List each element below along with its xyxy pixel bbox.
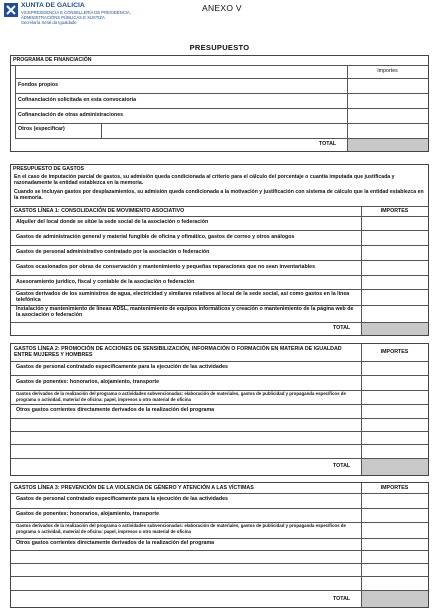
linea1-row: Gastos de administración general y material fungible de oficina y ofimático, gastos de correo y otros análogos [16,234,295,240]
linea2-row: Gastos de ponentes: honorarios, alojamiento, transporte [16,379,160,385]
linea1-row: Alquiler del local donde se sitúe la sede social de la asociación o federación [16,219,209,225]
importes-header: Importes [377,68,398,74]
xunta-logo-icon [4,3,18,17]
page-title: PRESUPUESTO [189,43,250,52]
fin-row-label: Cofinanciación solicitada en esta convocatoria [18,97,137,103]
linea1-total-label: TOTAL [333,325,351,331]
org-line-1: XUNTA DE GALICIA [21,2,85,9]
linea3-importes-header: IMPORTES [380,485,409,491]
linea3-total-cell[interactable] [362,591,428,607]
linea3-row: Gastos de personal contratado específicamente para la ejecución de las actividades [16,496,228,502]
gastos-heading: PRESUPUESTO DE GASTOS [13,166,85,172]
linea1-heading: GASTOS LÍNEA 1: CONSOLIDACIÓN DE MOVIMIENTO ASOCIATIVO [14,208,185,214]
linea2-row: Gastos derivados de la realización del programa o actividades subvencionadas: elaboración de materiales, gastos de publicidad y propaganda específicos de programa o actividad, material de oficina: papel, impresos u otro material de oficina [16,391,346,402]
linea2-table [10,343,429,476]
anexo-label: ANEXO V [202,3,242,13]
linea2-total-label: TOTAL [333,463,351,469]
fin-row-label: Otros (especificar) [18,126,65,132]
financiacion-heading: PROGRAMA DE FINANCIACIÓN [13,57,92,63]
linea3-table [10,482,429,608]
linea2-total-cell[interactable] [362,459,428,475]
fin-row-label: Fondos propios [18,82,59,88]
linea3-row: Otros gastos corrientes directamente derivados de la realización del programa [16,540,215,546]
org-name [21,2,131,25]
linea2-row: Otros gastos corrientes directamente derivados de la realización del programa [16,407,215,413]
fin-row-label: Cofinanciación de otras administraciones [18,112,124,118]
linea1-importes-header: IMPORTES [380,208,409,214]
linea1-row: Gastos derivados de los suministros de agua, electricidad y similares relativos al local de la sede social, así como gastos en la línea telefónica [16,291,350,304]
financiacion-table [10,55,429,152]
gastos-intro-1: En el caso de imputación parcial de gastos, su admisión queda condicionada al criterio para el cálculo del porcentaje o cuantía imputada que justificada y razonadamente la entidad establezca en la memoria. [14,174,395,187]
linea2-row: Gastos de personal contratado específicamente para la ejecución de las actividades [16,364,228,370]
linea2-heading: GASTOS LÍNEA 2: PROMOCIÓN DE ACCIONES DE SENSIBILIZACIÓN, INFORMACIÓN O FORMACIÓN EN MATERIA DE IGUALDAD ENTRE MUJERES Y HOMBRES [14,346,342,359]
linea1-row: Instalación y mantenimiento de líneas ADSL, mantenimiento de equipos informáticos y creación o mantenimiento de la página web de la asociación o federación [16,306,354,319]
gastos-intro-2: Cuando se incluyan gastos por desplazamientos, su admisión queda condicionada a la motivación y justificación con sistema de cálculo que la entidad establezca en la memoria. [14,189,424,202]
fin-total-label: TOTAL [319,141,337,147]
linea1-total-cell[interactable] [362,323,428,335]
linea1-row: Gastos de personal administrativo contratado por la asociación o federación [16,249,210,255]
linea1-row: Asesoramiento jurídico, fiscal y contable de la asociación o federación [16,279,195,285]
gastos-table [10,164,429,336]
linea3-heading: GASTOS LÍNEA 3: PREVENCIÓN DE LA VIOLENCIA DE GÉNERO Y ATENCIÓN A LAS VÍCTIMAS [14,485,254,491]
linea3-row: Gastos de ponentes: honorarios, alojamiento, transporte [16,511,160,517]
org-line-2: VICEPRESIDENCIA E CONSELLERÍA DE PRESIDENCIA, [21,10,131,15]
linea1-row: Gastos ocasionados por obras de conservación y mantenimiento y pequeñas reparaciones que no sean inventariables [16,264,316,270]
linea3-row: Gastos derivados de la realización del programa o actividades subvencionadas: elaboración de materiales, gastos de publicidad y propaganda específicos de programa o actividad, material de oficina: papel, impresos u otro material de oficina [16,523,346,534]
linea2-importes-header: IMPORTES [380,349,409,355]
fin-total-cell[interactable] [348,139,428,151]
linea3-total-label: TOTAL [333,596,351,602]
org-line-3: ADMINISTRACIÓNS PÚBLICAS E XUSTIZA [21,15,105,20]
org-line-4: Secretaría Xeral da Igualdade [21,20,77,25]
